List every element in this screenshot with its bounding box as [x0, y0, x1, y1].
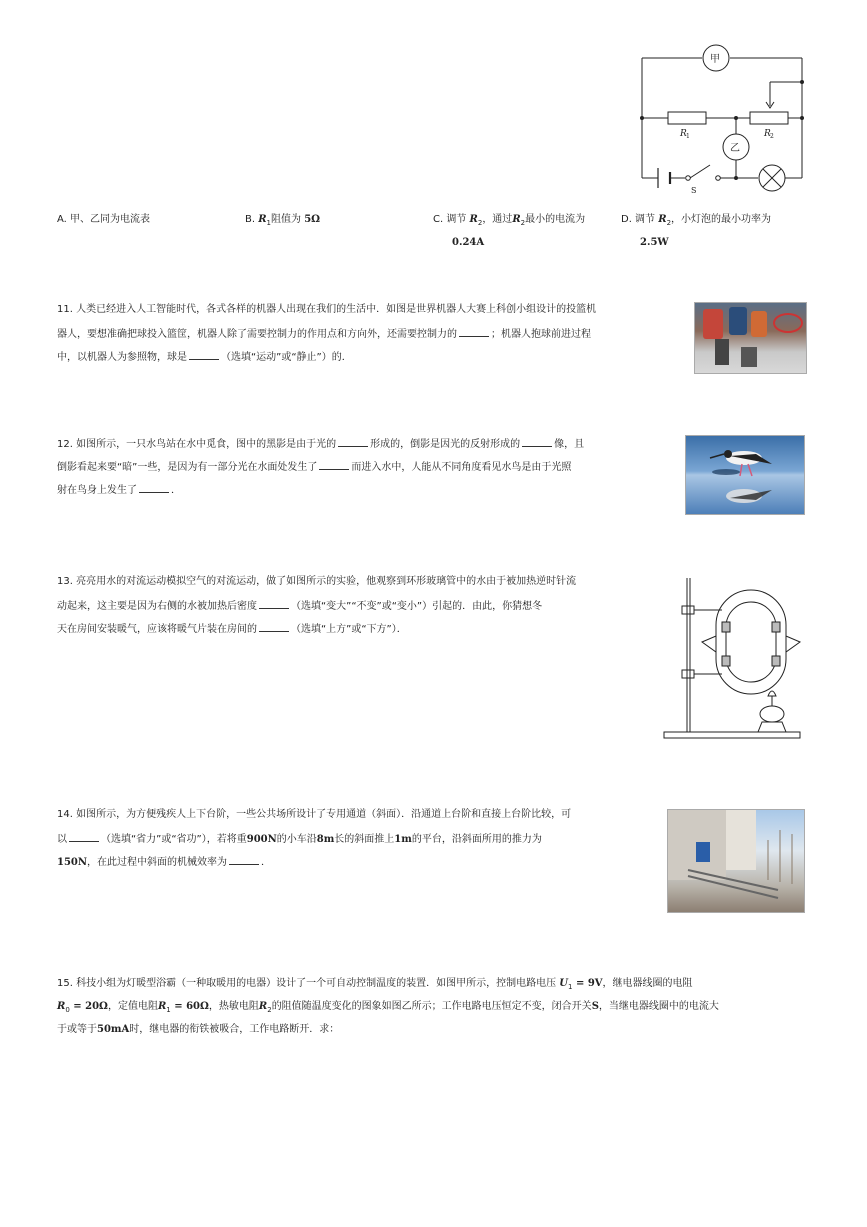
q10-option-d: D. 调节 $R_2$，小灯泡的最小功率为: [621, 214, 772, 227]
q11-line3: 中，以机器人为参照物，球是 （选填“运动”或“静止”）的．: [57, 349, 352, 365]
q12-line2: 倒影看起来要“暗”一些，是因为有一部分光在水面处发生了 而进入水中，人能从不同角度看见水鸟是由于光照: [57, 459, 571, 475]
r1-label: R: [680, 129, 687, 139]
answer-blank[interactable]: [259, 598, 289, 609]
q10-option-a: A. 甲、乙同为电流表: [57, 214, 151, 225]
q13-line2: 动起来，这主要是因为右侧的水被加热后密度 （选填“变大”“不变”或“变小”）引起的．由此，你猜想冬: [57, 598, 542, 614]
answer-blank[interactable]: [522, 436, 552, 447]
q13-line1: 13. 亮亮用水的对流运动模拟空气的对流运动，做了如图所示的实验，他观察到环形玻璃管中的水由于被加热逆时针流: [57, 576, 577, 587]
q10-option-c-value: 0.24A: [452, 237, 485, 248]
meter-jia-label: 甲: [710, 54, 720, 65]
q13-line3: 天在房间安装暖气，应该将暖气片装在房间的 （选填“上方”或“下方”）．: [57, 621, 407, 637]
water-bird-photo: [685, 435, 805, 515]
q12-line3: 射在鸟身上发生了 ．: [57, 482, 181, 498]
q11-line1: 11. 人类已经进入人工智能时代，各式各样的机器人出现在我们的生活中．如图是世界机器人大赛上科创小组设计的投篮机: [57, 304, 597, 315]
q14-line1: 14. 如图所示，为方便残疾人上下台阶，一些公共场所设计了专用通道（斜面）．沿通道上台阶和直接上台阶比较，可: [57, 809, 572, 820]
answer-blank[interactable]: [459, 326, 489, 337]
q14-line2: 以 （选填“省力”或“省功”），若将重900N的小车沿8m长的斜面推上1m的平台，沿斜面所用的推力为: [57, 831, 542, 847]
q12-line1: 12. 如图所示，一只水鸟站在水中觅食，图中的黑影是由于光的 形成的，倒影是因光的反射形成的 像，且: [57, 436, 584, 452]
q14-line3: 150N，在此过程中斜面的机械效率为 ．: [57, 854, 271, 870]
q15-line2: $R_0 = 20\Omega$，定值电阻$R_1 = 60\Omega$，热敏电阻$R_2$的阻值随温度变化的图象如图乙所示；工作电路电压恒定不变，闭合开关S，当继电器线圈中的电流大: [57, 1001, 719, 1014]
robot-basketball-photo: [694, 302, 807, 374]
wheelchair-ramp-photo: [667, 809, 805, 913]
meter-yi-label: 乙: [730, 143, 740, 154]
q15-line3: 于或等于50mA时，继电器的衔铁被吸合，工作电路断开．求：: [57, 1024, 340, 1035]
r2-label: R: [764, 129, 771, 139]
answer-blank[interactable]: [229, 854, 259, 865]
r1-sub-label: 1: [686, 133, 690, 140]
answer-blank[interactable]: [259, 621, 289, 632]
answer-blank[interactable]: [319, 459, 349, 470]
answer-blank[interactable]: [338, 436, 368, 447]
answer-blank[interactable]: [69, 831, 99, 842]
switch-label: S: [691, 186, 697, 195]
q10-option-c: C. 调节 $R_2$，通过$R_2$最小的电流为: [433, 214, 586, 227]
circuit-diagram: [630, 40, 815, 200]
r2-sub-label: 2: [770, 133, 774, 140]
answer-blank[interactable]: [139, 482, 169, 493]
convection-apparatus-diagram: [660, 572, 806, 742]
q10-option-b: B. $R_1$阻值为 5Ω: [245, 214, 321, 227]
q11-line2: 器人，要想准确把球投入篮筐，机器人除了需要控制力的作用点和方向外，还需要控制力的 ；机器人抱球前进过程: [57, 326, 591, 342]
q10-option-d-value: 2.5W: [640, 237, 669, 248]
answer-blank[interactable]: [189, 349, 219, 360]
q15-line1: 15. 科技小组为灯暖型浴霸（一种取暖用的电器）设计了一个可自动控制温度的装置．如图甲所示，控制电路电压 $U_1 = 9V$，继电器线圈的电阻: [57, 978, 693, 991]
